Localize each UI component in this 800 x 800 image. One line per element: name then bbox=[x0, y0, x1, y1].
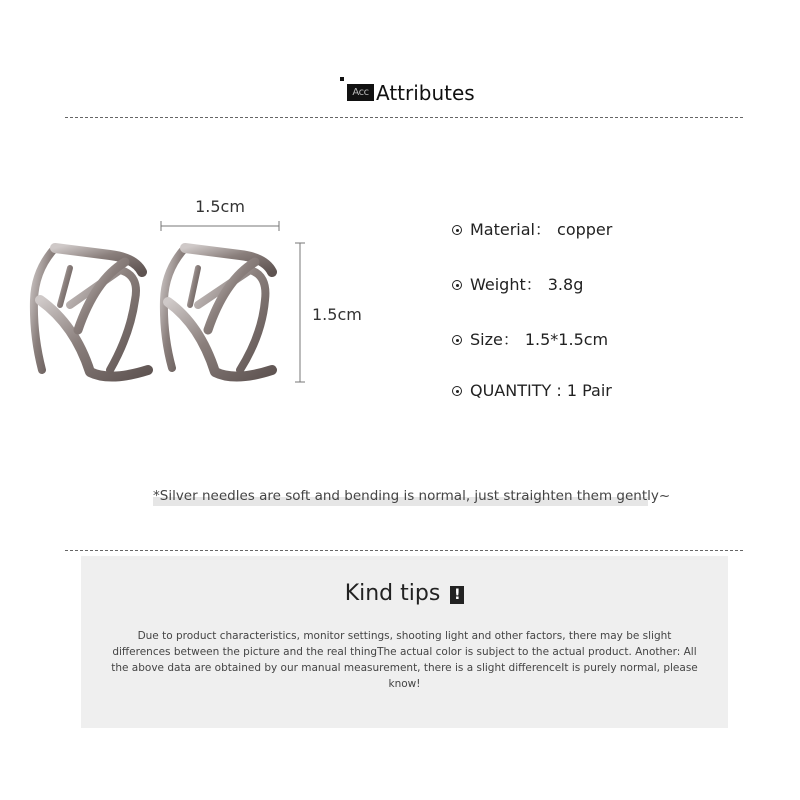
height-dimension-line bbox=[295, 243, 305, 382]
kind-tips-panel bbox=[81, 556, 728, 728]
earring-left bbox=[34, 248, 148, 377]
spec-label: Weight： bbox=[470, 275, 542, 294]
exclamation-icon: ! bbox=[450, 586, 464, 604]
spec-quantity bbox=[452, 380, 618, 402]
kind-tips-title: Kind tips bbox=[344, 581, 441, 606]
spec-label: QUANTITY : 1 Pair bbox=[470, 381, 612, 400]
section-title: Attributes bbox=[376, 81, 475, 105]
kind-tips-heading bbox=[81, 581, 728, 606]
spec-weight bbox=[452, 274, 583, 296]
spec-label: Size： bbox=[470, 330, 519, 349]
spec-value: 3.8g bbox=[547, 275, 584, 294]
width-dimension-line bbox=[161, 221, 279, 231]
header-badge: Acc bbox=[347, 84, 374, 101]
height-dimension-label: 1.5cm bbox=[312, 305, 362, 324]
target-bullet-icon bbox=[452, 335, 462, 345]
spec-value: copper bbox=[557, 220, 613, 239]
earring-right bbox=[164, 248, 272, 377]
kind-tips-body: Due to product characteristics, monitor settings, shooting light and other factors, there may be slight differences between the picture and the real thingThe actual color is subject to the actual product. Another: All the above data are obtained by our manual measurement, there is a slight differenceIt is purely normal, please know! bbox=[111, 630, 698, 690]
bottom-divider bbox=[65, 550, 743, 551]
care-note: *Silver needles are soft and bending is normal, just straighten them gently~ bbox=[153, 488, 671, 504]
spec-label: Material： bbox=[470, 220, 552, 239]
spec-size bbox=[452, 329, 608, 351]
spec-material bbox=[452, 219, 612, 241]
target-bullet-icon bbox=[452, 280, 462, 290]
target-bullet-icon bbox=[452, 386, 462, 396]
target-bullet-icon bbox=[452, 225, 462, 235]
spec-value: 1.5*1.5cm bbox=[524, 330, 609, 349]
width-dimension-label: 1.5cm bbox=[195, 197, 245, 216]
